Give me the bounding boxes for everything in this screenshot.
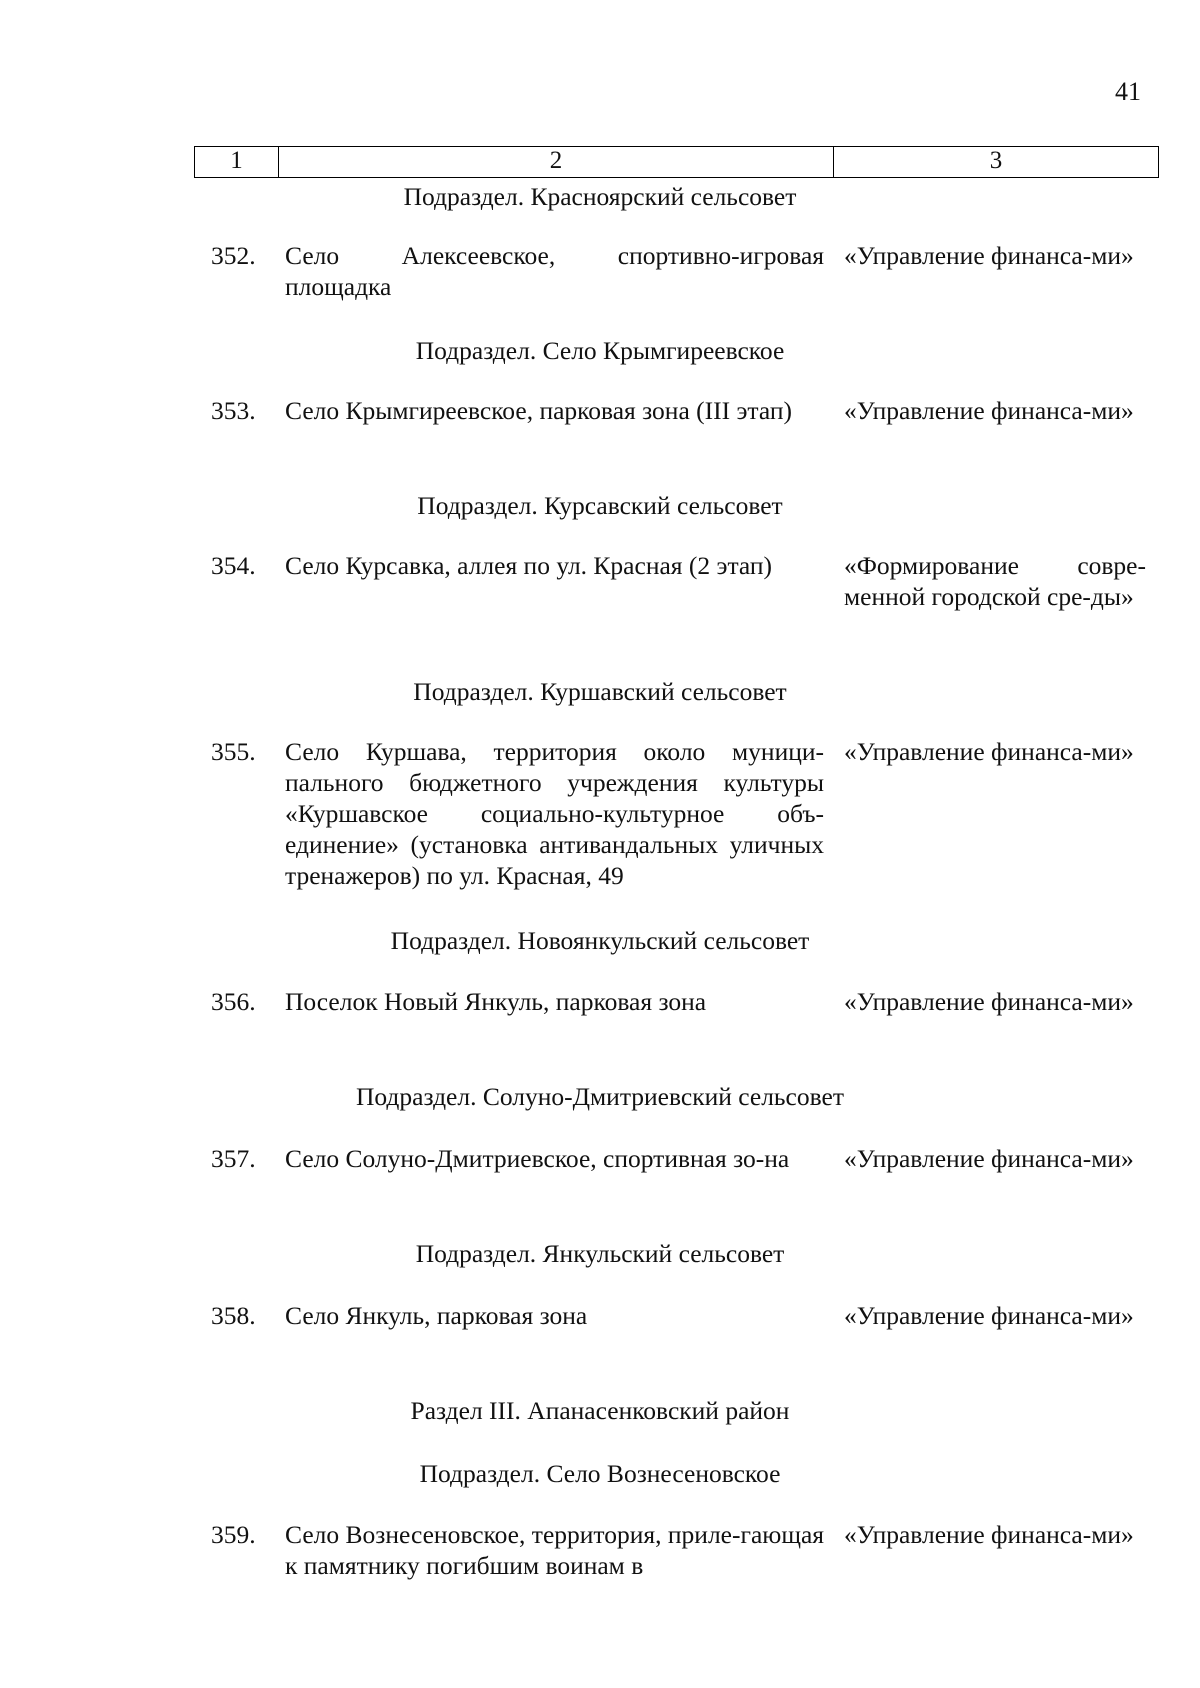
row-program: «Управление финанса-ми»: [844, 737, 1134, 766]
row-program: «Формирование совре-менной городской сре-ды»: [844, 551, 1146, 611]
page-number: 41: [1115, 77, 1141, 106]
row-number: 353.: [211, 396, 256, 425]
section-heading: Подраздел. Село Вознесеновское: [419, 1459, 781, 1488]
row-number: 354.: [211, 551, 256, 580]
row-object-name: Село Крымгиреевское, парковая зона (III этап): [285, 396, 792, 425]
row-program: «Управление финанса-ми»: [844, 1144, 1134, 1173]
row-number: 352.: [211, 241, 256, 270]
section-heading: Подраздел. Куршавский сельсовет: [413, 677, 787, 706]
section-heading: Подраздел. Солуно-Дмитриевский сельсовет: [356, 1082, 844, 1111]
row-program: «Управление финанса-ми»: [844, 987, 1134, 1016]
row-object-name: Село Вознесеновское, территория, приле-гающая к памятнику погибшим воинам в: [285, 1520, 824, 1580]
row-number: 359.: [211, 1520, 256, 1549]
section-heading: Подраздел. Курсавский сельсовет: [417, 491, 783, 520]
row-object-name: Село Солуно-Дмитриевское, спортивная зо-на: [285, 1144, 790, 1173]
row-object-name: Поселок Новый Янкуль, парковая зона: [285, 987, 707, 1016]
header-col-3: 3: [989, 147, 1003, 174]
row-number: 358.: [211, 1301, 256, 1330]
row-number: 355.: [211, 737, 256, 766]
row-object-name: Село Алексеевское, спортивно-игровая площадка: [285, 241, 824, 301]
row-program: «Управление финанса-ми»: [844, 396, 1134, 425]
row-program: «Управление финанса-ми»: [844, 241, 1134, 270]
row-object-name: Село Янкуль, парковая зона: [285, 1301, 588, 1330]
row-program: «Управление финанса-ми»: [844, 1301, 1134, 1330]
table-header: [194, 146, 1159, 178]
row-object-name: Село Курсавка, аллея по ул. Красная (2 этап): [285, 551, 773, 580]
row-program: «Управление финанса-ми»: [844, 1520, 1134, 1549]
section-heading: Подраздел. Новоянкульский сельсовет: [390, 926, 810, 955]
row-number: 357.: [211, 1144, 256, 1173]
section-heading: Подраздел. Янкульский сельсовет: [415, 1239, 785, 1268]
section-heading: Раздел III. Апанасенковский район: [410, 1396, 790, 1425]
header-col-1: 1: [195, 147, 279, 177]
row-object-name: Село Куршава, территория около муници-пального бюджетного учреждения культуры «Куршавское социально-культурное объ-единение» (установка антивандальных уличных тренажеров) по ул. Красная, 49: [285, 737, 824, 890]
header-col-2: 2: [279, 147, 834, 177]
row-number: 356.: [211, 987, 256, 1016]
section-heading: Подраздел. Красноярский сельсовет: [403, 182, 797, 211]
section-heading: Подраздел. Село Крымгиреевское: [415, 336, 785, 365]
